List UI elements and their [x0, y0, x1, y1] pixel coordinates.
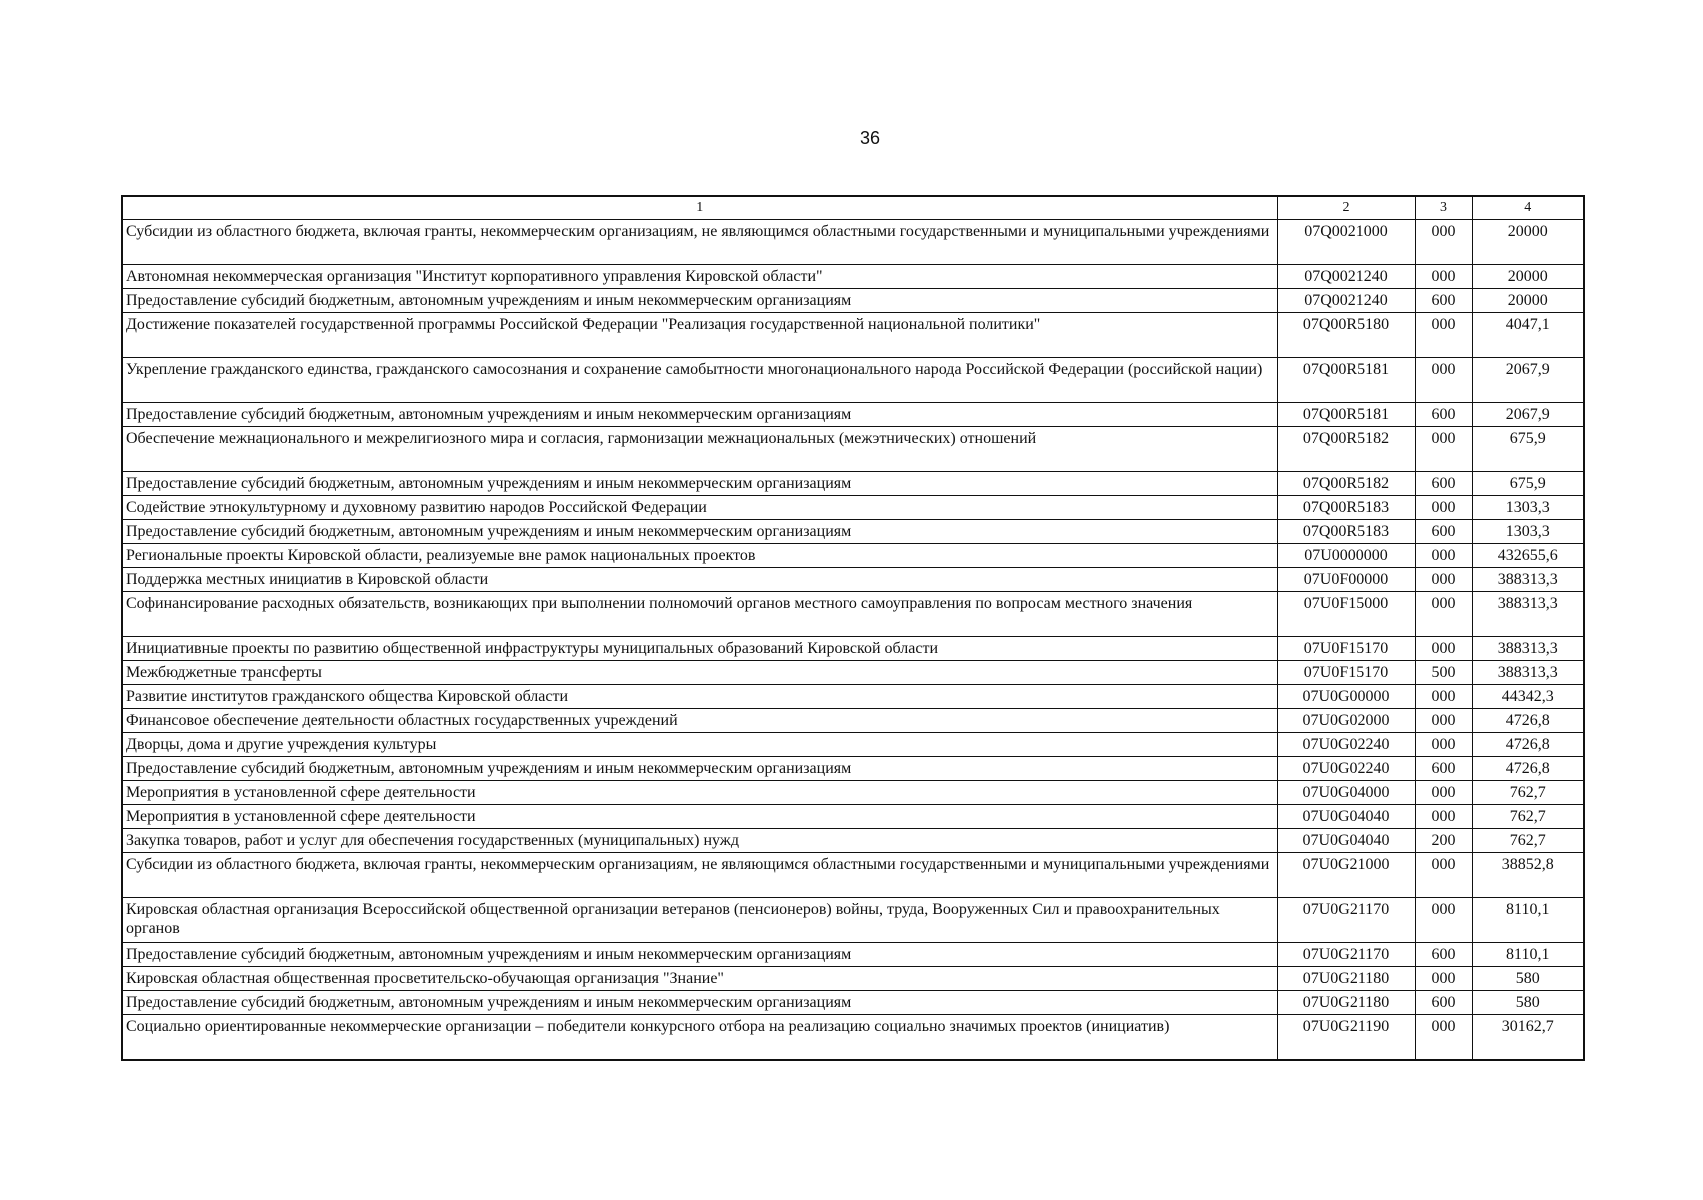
row-type: 000	[1415, 220, 1472, 265]
table-row	[122, 991, 1584, 1015]
row-type: 600	[1415, 520, 1472, 544]
row-amount: 4726,8	[1472, 757, 1584, 781]
row-type: 600	[1415, 472, 1472, 496]
row-code: 07Q00R5181	[1277, 403, 1415, 427]
table-row	[122, 853, 1584, 898]
row-code: 07Q00R5183	[1277, 496, 1415, 520]
row-code: 07U0G02240	[1277, 757, 1415, 781]
row-name: Мероприятия в установленной сфере деятельности	[122, 805, 1277, 829]
row-code: 07U0G02240	[1277, 733, 1415, 757]
row-name: Кировская областная организация Всероссийской общественной организации ветеранов (пенсионеров) войны, труда, Вооруженных Сил и правоохранительных органов	[122, 898, 1277, 943]
table-row	[122, 733, 1584, 757]
table-row	[122, 358, 1584, 403]
row-amount: 4726,8	[1472, 733, 1584, 757]
row-type: 000	[1415, 544, 1472, 568]
row-type: 000	[1415, 427, 1472, 472]
row-type: 000	[1415, 853, 1472, 898]
row-name: Предоставление субсидий бюджетным, автономным учреждениям и иным некоммерческим организациям	[122, 403, 1277, 427]
header-col-2: 2	[1277, 196, 1415, 220]
row-code: 07Q0021240	[1277, 289, 1415, 313]
table-row	[122, 544, 1584, 568]
row-type: 000	[1415, 733, 1472, 757]
row-name: Софинансирование расходных обязательств, возникающих при выполнении полномочий органов местного самоуправления по вопросам местного значения	[122, 592, 1277, 637]
table-row	[122, 220, 1584, 265]
table-row	[122, 289, 1584, 313]
row-amount: 20000	[1472, 220, 1584, 265]
row-name: Автономная некоммерческая организация "Институт корпоративного управления Кировской области"	[122, 265, 1277, 289]
row-name: Финансовое обеспечение деятельности областных государственных учреждений	[122, 709, 1277, 733]
row-amount: 8110,1	[1472, 898, 1584, 943]
row-name: Предоставление субсидий бюджетным, автономным учреждениям и иным некоммерческим организациям	[122, 472, 1277, 496]
row-amount: 38852,8	[1472, 853, 1584, 898]
row-code: 07U0F00000	[1277, 568, 1415, 592]
row-amount: 20000	[1472, 265, 1584, 289]
row-amount: 20000	[1472, 289, 1584, 313]
row-amount: 1303,3	[1472, 496, 1584, 520]
row-name: Субсидии из областного бюджета, включая гранты, некоммерческим организациям, не являющимся областными государственными и муниципальными учреждениями	[122, 853, 1277, 898]
row-amount: 580	[1472, 967, 1584, 991]
row-type: 000	[1415, 1015, 1472, 1061]
table-row	[122, 496, 1584, 520]
row-code: 07U0G04040	[1277, 805, 1415, 829]
row-name: Предоставление субсидий бюджетным, автономным учреждениям и иным некоммерческим организациям	[122, 943, 1277, 967]
budget-table	[121, 195, 1585, 1061]
row-code: 07U0G21190	[1277, 1015, 1415, 1061]
row-name: Укрепление гражданского единства, гражданского самосознания и сохранение самобытности многонационального народа Российской Федерации (российской нации)	[122, 358, 1277, 403]
table-row	[122, 781, 1584, 805]
row-type: 000	[1415, 709, 1472, 733]
row-code: 07U0G21000	[1277, 853, 1415, 898]
table-row	[122, 757, 1584, 781]
row-type: 000	[1415, 265, 1472, 289]
row-type: 000	[1415, 637, 1472, 661]
row-name: Субсидии из областного бюджета, включая гранты, некоммерческим организациям, не являющимся областными государственными и муниципальными учреждениями	[122, 220, 1277, 265]
row-type: 000	[1415, 568, 1472, 592]
row-type: 600	[1415, 943, 1472, 967]
row-code: 07Q00R5181	[1277, 358, 1415, 403]
row-name: Закупка товаров, работ и услуг для обеспечения государственных (муниципальных) нужд	[122, 829, 1277, 853]
row-code: 07U0000000	[1277, 544, 1415, 568]
row-name: Достижение показателей государственной программы Российской Федерации "Реализация государственной национальной политики"	[122, 313, 1277, 358]
row-code: 07U0G02000	[1277, 709, 1415, 733]
table-row	[122, 943, 1584, 967]
row-name: Кировская областная общественная просветительско-обучающая организация "Знание"	[122, 967, 1277, 991]
row-type: 200	[1415, 829, 1472, 853]
row-amount: 675,9	[1472, 427, 1584, 472]
row-name: Поддержка местных инициатив в Кировской области	[122, 568, 1277, 592]
row-amount: 4726,8	[1472, 709, 1584, 733]
row-amount: 1303,3	[1472, 520, 1584, 544]
row-code: 07U0G21170	[1277, 943, 1415, 967]
row-name: Предоставление субсидий бюджетным, автономным учреждениям и иным некоммерческим организациям	[122, 520, 1277, 544]
row-code: 07U0F15000	[1277, 592, 1415, 637]
table-row	[122, 898, 1584, 943]
row-type: 600	[1415, 757, 1472, 781]
row-amount: 44342,3	[1472, 685, 1584, 709]
row-name: Межбюджетные трансферты	[122, 661, 1277, 685]
row-code: 07Q00R5183	[1277, 520, 1415, 544]
row-name: Социально ориентированные некоммерческие организации – победители конкурсного отбора на реализацию социально значимых проектов (инициатив)	[122, 1015, 1277, 1061]
table-row	[122, 685, 1584, 709]
row-amount: 388313,3	[1472, 661, 1584, 685]
table-row	[122, 805, 1584, 829]
row-code: 07Q0021240	[1277, 265, 1415, 289]
row-name: Предоставление субсидий бюджетным, автономным учреждениям и иным некоммерческим организациям	[122, 289, 1277, 313]
row-name: Региональные проекты Кировской области, реализуемые вне рамок национальных проектов	[122, 544, 1277, 568]
row-code: 07U0G21170	[1277, 898, 1415, 943]
table-row	[122, 472, 1584, 496]
row-type: 600	[1415, 403, 1472, 427]
row-type: 600	[1415, 991, 1472, 1015]
row-amount: 4047,1	[1472, 313, 1584, 358]
row-code: 07Q0021000	[1277, 220, 1415, 265]
row-code: 07U0G21180	[1277, 967, 1415, 991]
row-type: 000	[1415, 592, 1472, 637]
row-amount: 2067,9	[1472, 358, 1584, 403]
row-amount: 30162,7	[1472, 1015, 1584, 1061]
row-code: 07U0F15170	[1277, 661, 1415, 685]
row-name: Содействие этнокультурному и духовному развитию народов Российской Федерации	[122, 496, 1277, 520]
row-name: Предоставление субсидий бюджетным, автономным учреждениям и иным некоммерческим организациям	[122, 991, 1277, 1015]
row-type: 000	[1415, 496, 1472, 520]
row-amount: 762,7	[1472, 805, 1584, 829]
row-code: 07Q00R5182	[1277, 472, 1415, 496]
row-amount: 675,9	[1472, 472, 1584, 496]
header-col-3: 3	[1415, 196, 1472, 220]
row-code: 07Q00R5180	[1277, 313, 1415, 358]
page-number: 36	[859, 128, 881, 148]
row-name: Предоставление субсидий бюджетным, автономным учреждениям и иным некоммерческим организациям	[122, 757, 1277, 781]
row-amount: 580	[1472, 991, 1584, 1015]
row-amount: 2067,9	[1472, 403, 1584, 427]
table-row	[122, 709, 1584, 733]
table-header-row	[122, 196, 1584, 220]
row-type: 600	[1415, 289, 1472, 313]
table-row	[122, 313, 1584, 358]
row-type: 000	[1415, 358, 1472, 403]
row-type: 500	[1415, 661, 1472, 685]
table-row	[122, 427, 1584, 472]
table-row	[122, 568, 1584, 592]
row-name: Развитие институтов гражданского общества Кировской области	[122, 685, 1277, 709]
row-type: 000	[1415, 685, 1472, 709]
header-col-1: 1	[122, 196, 1277, 220]
row-amount: 388313,3	[1472, 568, 1584, 592]
table-row	[122, 520, 1584, 544]
row-name: Инициативные проекты по развитию общественной инфраструктуры муниципальных образований Кировской области	[122, 637, 1277, 661]
row-amount: 762,7	[1472, 781, 1584, 805]
row-amount: 762,7	[1472, 829, 1584, 853]
row-code: 07U0G04000	[1277, 781, 1415, 805]
row-code: 07U0G21180	[1277, 991, 1415, 1015]
row-amount: 432655,6	[1472, 544, 1584, 568]
row-type: 000	[1415, 313, 1472, 358]
row-type: 000	[1415, 967, 1472, 991]
row-code: 07U0G04040	[1277, 829, 1415, 853]
table-row	[122, 403, 1584, 427]
table-row	[122, 1015, 1584, 1061]
table-row	[122, 592, 1584, 637]
row-code: 07U0G00000	[1277, 685, 1415, 709]
row-amount: 388313,3	[1472, 637, 1584, 661]
row-type: 000	[1415, 781, 1472, 805]
row-name: Мероприятия в установленной сфере деятельности	[122, 781, 1277, 805]
row-name: Дворцы, дома и другие учреждения культуры	[122, 733, 1277, 757]
row-code: 07U0F15170	[1277, 637, 1415, 661]
header-col-4: 4	[1472, 196, 1584, 220]
table-row	[122, 829, 1584, 853]
row-type: 000	[1415, 805, 1472, 829]
table-row	[122, 637, 1584, 661]
row-amount: 388313,3	[1472, 592, 1584, 637]
table-row	[122, 265, 1584, 289]
row-name: Обеспечение межнационального и межрелигиозного мира и согласия, гармонизации межнациональных (межэтнических) отношений	[122, 427, 1277, 472]
table-row	[122, 661, 1584, 685]
row-code: 07Q00R5182	[1277, 427, 1415, 472]
table-row	[122, 967, 1584, 991]
row-amount: 8110,1	[1472, 943, 1584, 967]
row-type: 000	[1415, 898, 1472, 943]
